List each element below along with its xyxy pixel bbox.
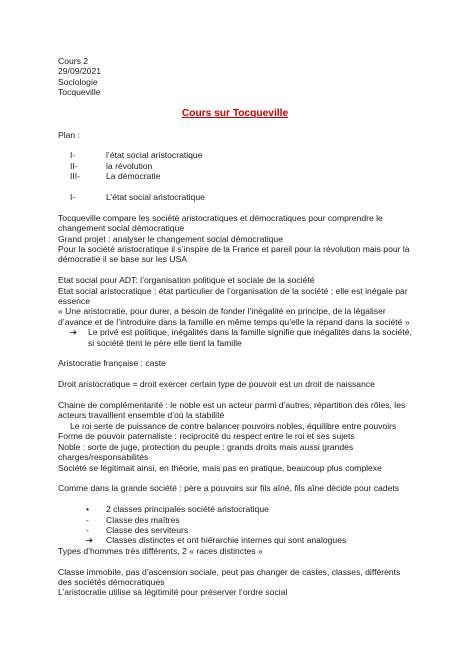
page-title: Cours sur Tocqueville [181, 107, 289, 119]
plan-item-number: II- [70, 160, 78, 171]
dash-icon: - [86, 514, 89, 525]
section-label: L’état social aristocratique [106, 192, 205, 203]
paragraph: Types d’hommes très différents, 2 « races distinctes » [58, 545, 263, 556]
bullet-icon: • [86, 504, 90, 515]
paragraph: Société se légitimait ainsi, en théorie, mais pas en pratique, beaucoup plus complexe [58, 462, 382, 473]
paragraph: Droit aristocratique = droit exercer certain type de pouvoir est un droit de naissance [58, 379, 375, 390]
arrow-icon: ➔ [86, 535, 94, 546]
paragraph: Tocqueville compare les société aristocratiques et démocratiques pour comprendre le changement social démocratique [58, 212, 383, 234]
header-date: 29/09/2021 [58, 66, 102, 77]
paragraph: L’aristocratie utilise sa légitimité pour préserver l’ordre social [58, 587, 288, 598]
plan-item-label: la révolution [106, 160, 153, 171]
paragraph: Le roi serte de puissance de contre balancer pouvoirs nobles, équilibre entre pouvoirs [70, 420, 397, 431]
plan-item [58, 161, 412, 171]
plan-item-label: l’état social aristocratique [106, 150, 203, 161]
list-item-text: Classes distinctes et ont hiérarchie internes qui sont analogues [106, 535, 347, 546]
arrow-item [58, 327, 412, 348]
list-item [58, 515, 412, 525]
paragraph: Aristocratie française : caste [58, 358, 166, 369]
plan-item [58, 171, 412, 181]
list-item-text: 2 classes principales société aristocratique [106, 504, 269, 515]
plan-item-number: III- [70, 171, 81, 182]
paragraph: Classe immobile, pas d’ascension sociale, peut pas changer de castes, classes, différents des sociétés démocratiques [58, 566, 401, 587]
dash-icon: - [86, 524, 89, 535]
arrow-item-text: Le privé est politique, inégalités dans la famille signifie que inégalités dans la société, si société tient le père elle tient la famille [88, 327, 412, 348]
paragraph: Pour la société aristocratique il s’inspire de la France et pareil pour la révolution mais pour la démocratie il se base sur les USA [58, 244, 410, 265]
header-course: Cours 2 [58, 56, 89, 66]
paragraph: Etat social aristocratique : état particulier de l’organisation de la société ; elle est inégale par essence [58, 285, 408, 307]
paragraph: Etat social pour ADT: l’organisation politique et sociale de la société [58, 275, 315, 286]
arrow-icon: ➔ [70, 327, 78, 338]
paragraph: Forme de pouvoir paternaliste : reciprocité du respect entre le roi et ses sujets [58, 431, 355, 442]
plan-item-number: I- [70, 150, 76, 161]
paragraph: Chaine de complémentarité : le noble est un acteur parmi d’autres, répartition des rôles, les acteurs travaillent ensemble d’où la stabilité [58, 400, 406, 421]
quote-paragraph: « Une aristocratie, pour durer, a besoin de fonder l’inégalité en principe, de la légaliser d’avance et de l’introduire dans la famille en même temps qu’elle la répand dans la société » [58, 306, 410, 327]
paragraph: Noble : sorte de juge, protection du peuple : grands droits mais aussi grandes charges/responsabilités [58, 441, 354, 463]
section-heading [58, 192, 412, 202]
plan-item [58, 150, 412, 160]
list-item [58, 525, 412, 535]
section-number: I- [70, 192, 76, 203]
list-item [58, 504, 412, 514]
plan-label: Plan : [58, 129, 80, 140]
list-item [58, 535, 412, 545]
plan-item-label: La démocratie [106, 171, 161, 182]
list-item-text: Classe des serviteurs [106, 524, 189, 535]
header-author: Tocqueville [58, 87, 101, 98]
header-subject: Sociologie [58, 76, 98, 87]
paragraph: Comme dans la grande société : père a pouvoirs sur fils aîné, fils aîne décide pour cadets [58, 483, 400, 494]
list-item-text: Classe des maîtres [106, 514, 180, 525]
paragraph: Grand projet : analyser le changement social démocratique [58, 233, 283, 244]
